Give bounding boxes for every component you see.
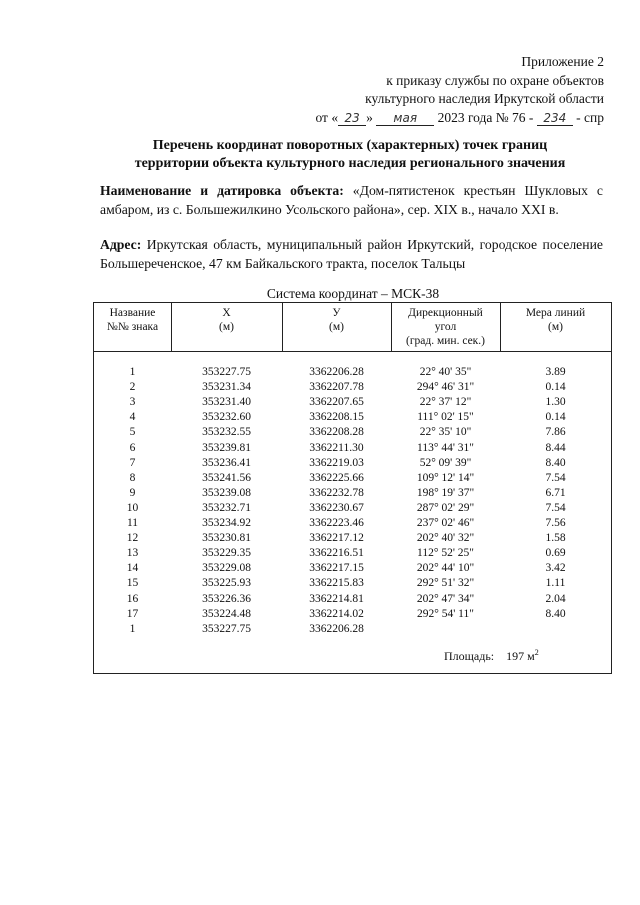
order-suffix: - спр: [576, 109, 604, 125]
handwritten-day: 23: [338, 112, 366, 126]
table-row: [94, 395, 611, 410]
length-cell: 0.14: [545, 411, 566, 424]
date-suffix: 2023 года № 76 -: [437, 109, 534, 125]
appendix-agency-line: культурного наследия Иркутской области: [365, 91, 604, 106]
x-cell: 353241.56: [202, 471, 251, 484]
angle-cell: 22° 35' 10": [419, 426, 472, 439]
table-row: [94, 441, 611, 456]
document-title: [70, 137, 630, 173]
angle-cell: 294° 46' 31": [416, 381, 475, 394]
title-line-2: территории объекта культурного наследия регионального значения: [134, 156, 566, 171]
table-row: [94, 425, 611, 440]
y-cell: 3362206.28: [309, 366, 364, 378]
x-cell: 353231.34: [202, 381, 251, 394]
length-cell: 8.40: [545, 456, 566, 469]
angle-cell: 112° 52' 25": [417, 547, 474, 560]
header-angle-line-2: угол: [434, 321, 457, 333]
angle-cell: 202° 44' 10": [416, 562, 475, 575]
y-cell: 3362232.78: [309, 486, 364, 499]
object-name-label: Наименование и датировка объекта:: [100, 183, 344, 198]
header-point-name: [94, 303, 171, 351]
x-cell: 353239.08: [202, 486, 251, 499]
length-cell: 2.04: [545, 592, 566, 605]
x-cell: 353232.71: [202, 501, 251, 514]
y-cell: 3362214.81: [309, 592, 364, 605]
length-cell: 1.30: [545, 396, 566, 409]
angle-cell: 113° 44' 31": [417, 441, 474, 454]
handwritten-month: мая: [376, 112, 434, 126]
y-cell: 3362225.66: [309, 471, 364, 484]
table-row: [94, 622, 611, 637]
table-row: [94, 471, 611, 486]
appendix-order-line: к приказу службы по охране объектов: [386, 72, 604, 88]
appendix-header: [315, 53, 604, 127]
y-cell: 3362208.15: [309, 411, 364, 424]
area-value: 197 м: [506, 649, 535, 663]
table-header: [94, 303, 611, 352]
header-point-name-line-1: Название: [109, 307, 156, 319]
header-x-line-2: (м): [219, 321, 234, 333]
point-name-cell: 11: [126, 517, 139, 529]
table-row: [94, 486, 611, 501]
y-cell: 3362217.12: [309, 532, 364, 545]
point-name-cell: 2: [129, 381, 136, 394]
angle-cell: 52° 09' 39": [419, 456, 472, 469]
angle-cell: 237° 02' 46": [416, 517, 475, 529]
table-row: [94, 516, 611, 531]
angle-cell: 202° 47' 34": [416, 592, 475, 605]
point-name-cell: 1: [129, 622, 136, 635]
header-point-name-line-2: №№ знака: [106, 321, 159, 333]
object-address-paragraph: [100, 235, 603, 273]
x-cell: 353229.08: [202, 562, 251, 575]
length-cell: 3.89: [545, 366, 566, 378]
appendix-title: Приложение 2: [521, 54, 604, 69]
point-name-cell: 9: [129, 486, 136, 499]
y-cell: 3362219.03: [309, 456, 364, 469]
x-cell: 353225.93: [202, 577, 251, 590]
header-y: [282, 303, 391, 351]
length-cell: 7.56: [545, 517, 566, 529]
angle-cell: 287° 02' 29": [416, 501, 475, 514]
date-mid: »: [366, 109, 373, 125]
y-cell: 3362207.78: [309, 381, 364, 394]
area-summary: [444, 648, 539, 664]
y-cell: 3362215.83: [309, 577, 364, 590]
point-name-cell: 15: [126, 577, 139, 590]
header-angle-line-3: (град. мин. сек.): [406, 335, 485, 347]
point-name-cell: 14: [126, 562, 139, 575]
x-cell: 353234.92: [202, 517, 251, 529]
length-cell: 7.54: [545, 471, 566, 484]
area-unit-exponent: 2: [534, 648, 539, 657]
point-name-cell: 4: [129, 411, 136, 424]
header-y-line-2: (м): [329, 321, 344, 333]
header-angle: [391, 303, 500, 351]
x-cell: 353226.36: [202, 592, 251, 605]
y-cell: 3362207.65: [309, 396, 364, 409]
point-name-cell: 5: [129, 426, 136, 439]
length-cell: 7.86: [545, 426, 566, 439]
x-cell: 353239.81: [202, 441, 251, 454]
point-name-cell: 8: [129, 471, 136, 484]
length-cell: 1.11: [545, 577, 566, 590]
y-cell: 3362208.28: [309, 426, 364, 439]
table-row: [94, 546, 611, 561]
point-name-cell: 16: [126, 592, 139, 605]
appendix-date-line: [315, 109, 604, 128]
point-name-cell: 1: [129, 366, 136, 378]
header-x-line-1: X: [222, 307, 231, 319]
y-cell: 3362206.28: [309, 622, 364, 635]
table-row: [94, 456, 611, 471]
x-cell: 353232.55: [202, 426, 251, 439]
angle-cell: 292° 51' 32": [416, 577, 475, 590]
angle-cell: 109° 12' 14": [416, 471, 475, 484]
x-cell: 353229.35: [202, 547, 251, 560]
table-row: [94, 410, 611, 425]
y-cell: 3362214.02: [309, 607, 364, 620]
length-cell: 6.71: [545, 486, 566, 499]
title-line-1: Перечень координат поворотных (характерных) точек границ: [152, 138, 548, 153]
x-cell: 353231.40: [202, 396, 251, 409]
angle-cell: 292° 54' 11": [417, 607, 474, 620]
y-cell: 3362216.51: [309, 547, 364, 560]
table-row: [94, 531, 611, 546]
object-name-paragraph: [100, 181, 603, 219]
date-prefix: от «: [315, 109, 339, 125]
y-cell: 3362230.67: [309, 501, 364, 514]
point-name-cell: 3: [129, 396, 136, 409]
x-cell: 353230.81: [202, 532, 251, 545]
object-address-label: Адрес:: [100, 237, 142, 252]
angle-cell: 22° 40' 35": [419, 366, 472, 378]
table-row: [94, 380, 611, 395]
x-cell: 353236.41: [202, 456, 251, 469]
table-row: [94, 561, 611, 576]
table-row: [94, 592, 611, 607]
object-address-value: Иркутская область, муниципальный район Иркутский, городское поселение Большереченское, 47 км Байкальского тракта, поселок Тальцы: [100, 237, 603, 271]
object-name-value: «Дом-пятистенок крестьян Шукловых с амбаром, из с. Большежилкино Усольского района», сер. XIX в., начало XXI в.: [100, 183, 603, 217]
length-cell: 1.58: [545, 532, 566, 545]
x-cell: 353227.75: [202, 622, 251, 635]
length-cell: 8.44: [545, 441, 566, 454]
handwritten-order-number: 234: [537, 112, 573, 126]
angle-cell: 202° 40' 32": [416, 532, 475, 545]
coordinates-table: [93, 302, 612, 674]
angle-cell: 22° 37' 12": [419, 396, 472, 409]
point-name-cell: 12: [126, 532, 139, 545]
point-name-cell: 6: [129, 441, 136, 454]
table-caption: Система координат – МСК-38: [266, 286, 440, 301]
length-cell: 0.69: [545, 547, 566, 560]
header-length-line-1: Мера линий: [525, 307, 586, 319]
length-cell: 7.54: [545, 501, 566, 514]
table-row: [94, 365, 611, 380]
length-cell: 3.42: [545, 562, 566, 575]
table-row: [94, 576, 611, 591]
length-cell: 0.14: [545, 381, 566, 394]
table-row: [94, 501, 611, 516]
x-cell: 353232.60: [202, 411, 251, 424]
x-cell: 353224.48: [202, 607, 251, 620]
table-row: [94, 607, 611, 622]
point-name-cell: 10: [126, 501, 139, 514]
area-label: Площадь:: [444, 649, 495, 663]
header-angle-line-1: Дирекционный: [408, 307, 483, 319]
y-cell: 3362223.46: [309, 517, 364, 529]
header-x: [171, 303, 282, 351]
angle-cell: 111° 02' 15": [417, 411, 474, 424]
x-cell: 353227.75: [202, 366, 251, 378]
y-cell: 3362211.30: [309, 441, 364, 454]
point-name-cell: 13: [126, 547, 139, 560]
point-name-cell: 17: [126, 607, 139, 620]
header-length-line-2: (м): [548, 321, 563, 333]
length-cell: 8.40: [545, 607, 566, 620]
y-cell: 3362217.15: [309, 562, 364, 575]
header-y-line-1: У: [332, 307, 341, 319]
header-line-length: [500, 303, 611, 351]
angle-cell: 198° 19' 37": [416, 486, 475, 499]
point-name-cell: 7: [129, 456, 136, 469]
